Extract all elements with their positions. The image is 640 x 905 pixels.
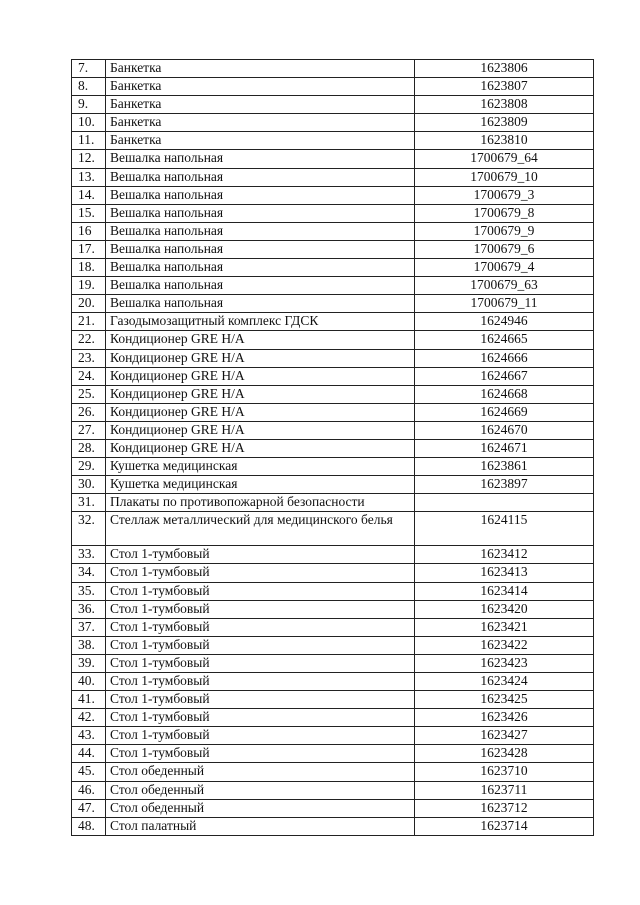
table-row: [72, 476, 594, 494]
inventory-code-cell: 1623806: [415, 60, 594, 78]
row-number-cell: 45.: [72, 763, 106, 781]
table-row: [72, 494, 594, 512]
row-number-cell: 43.: [72, 727, 106, 745]
inventory-code-cell: 1700679_11: [415, 295, 594, 313]
inventory-code-cell: 1623810: [415, 132, 594, 150]
table-row: [72, 691, 594, 709]
row-number-cell: 46.: [72, 781, 106, 799]
inventory-code-cell: 1623807: [415, 78, 594, 96]
item-name-cell: Кондиционер GRE H/A: [106, 403, 415, 421]
inventory-code-cell: 1624946: [415, 313, 594, 331]
row-number-cell: 32.: [72, 512, 106, 546]
inventory-code-cell: 1700679_64: [415, 150, 594, 168]
item-name-cell: Кондиционер GRE H/A: [106, 349, 415, 367]
item-name-cell: Кондиционер GRE H/A: [106, 385, 415, 403]
inventory-code-cell: 1700679_9: [415, 222, 594, 240]
item-name-cell: Кушетка медицинская: [106, 476, 415, 494]
row-number-cell: 14.: [72, 186, 106, 204]
row-number-cell: 29.: [72, 458, 106, 476]
inventory-code-cell: 1623413: [415, 564, 594, 582]
inventory-code-cell: 1623424: [415, 673, 594, 691]
table-row: [72, 564, 594, 582]
inventory-code-cell: 1700679_3: [415, 186, 594, 204]
row-number-cell: 17.: [72, 240, 106, 258]
inventory-table-body: [72, 60, 594, 836]
inventory-code-cell: 1624666: [415, 349, 594, 367]
item-name-cell: Кондиционер GRE H/A: [106, 331, 415, 349]
item-name-cell: Кушетка медицинская: [106, 458, 415, 476]
row-number-cell: 23.: [72, 349, 106, 367]
row-number-cell: 19.: [72, 277, 106, 295]
row-number-cell: 48.: [72, 817, 106, 835]
inventory-code-cell: 1623420: [415, 600, 594, 618]
item-name-cell: Банкетка: [106, 78, 415, 96]
table-row: [72, 600, 594, 618]
item-name-cell: Вешалка напольная: [106, 186, 415, 204]
table-row: [72, 745, 594, 763]
table-row: [72, 295, 594, 313]
item-name-cell: Стол палатный: [106, 817, 415, 835]
inventory-code-cell: 1623427: [415, 727, 594, 745]
table-row: [72, 222, 594, 240]
inventory-code-cell: 1624115: [415, 512, 594, 546]
row-number-cell: 9.: [72, 96, 106, 114]
row-number-cell: 34.: [72, 564, 106, 582]
item-name-cell: Банкетка: [106, 132, 415, 150]
row-number-cell: 24.: [72, 367, 106, 385]
row-number-cell: 27.: [72, 421, 106, 439]
inventory-code-cell: 1700679_4: [415, 259, 594, 277]
item-name-cell: Вешалка напольная: [106, 204, 415, 222]
item-name-cell: Вешалка напольная: [106, 240, 415, 258]
item-name-cell: Банкетка: [106, 114, 415, 132]
table-row: [72, 582, 594, 600]
inventory-code-cell: 1700679_6: [415, 240, 594, 258]
inventory-code-cell: 1624670: [415, 421, 594, 439]
table-row: [72, 636, 594, 654]
inventory-table: [71, 59, 594, 836]
table-row: [72, 421, 594, 439]
table-row: [72, 186, 594, 204]
inventory-code-cell: 1623414: [415, 582, 594, 600]
inventory-code-cell: 1624665: [415, 331, 594, 349]
inventory-code-cell: 1623428: [415, 745, 594, 763]
inventory-code-cell: [415, 494, 594, 512]
table-row: [72, 259, 594, 277]
table-row: [72, 781, 594, 799]
inventory-code-cell: 1623808: [415, 96, 594, 114]
inventory-code-cell: 1623423: [415, 654, 594, 672]
inventory-code-cell: 1624671: [415, 439, 594, 457]
table-row: [72, 618, 594, 636]
row-number-cell: 21.: [72, 313, 106, 331]
item-name-cell: Стол обеденный: [106, 781, 415, 799]
inventory-code-cell: 1700679_8: [415, 204, 594, 222]
inventory-code-cell: 1700679_63: [415, 277, 594, 295]
item-name-cell: Стол 1-тумбовый: [106, 654, 415, 672]
table-row: [72, 96, 594, 114]
item-name-cell: Кондиционер GRE H/A: [106, 421, 415, 439]
item-name-cell: Стол 1-тумбовый: [106, 564, 415, 582]
inventory-code-cell: 1624667: [415, 367, 594, 385]
table-row: [72, 439, 594, 457]
inventory-code-cell: 1623421: [415, 618, 594, 636]
table-row: [72, 727, 594, 745]
item-name-cell: Банкетка: [106, 96, 415, 114]
item-name-cell: Стол 1-тумбовый: [106, 618, 415, 636]
inventory-code-cell: 1623426: [415, 709, 594, 727]
table-row: [72, 78, 594, 96]
inventory-code-cell: 1623422: [415, 636, 594, 654]
inventory-code-cell: 1623714: [415, 817, 594, 835]
row-number-cell: 7.: [72, 60, 106, 78]
item-name-cell: Газодымозащитный комплекс ГДСК: [106, 313, 415, 331]
inventory-code-cell: 1623425: [415, 691, 594, 709]
table-row: [72, 168, 594, 186]
table-row: [72, 114, 594, 132]
item-name-cell: Стол 1-тумбовый: [106, 546, 415, 564]
item-name-cell: Кондиционер GRE H/A: [106, 367, 415, 385]
row-number-cell: 25.: [72, 385, 106, 403]
item-name-cell: Стол 1-тумбовый: [106, 727, 415, 745]
item-name-cell: Стол 1-тумбовый: [106, 636, 415, 654]
row-number-cell: 8.: [72, 78, 106, 96]
row-number-cell: 16: [72, 222, 106, 240]
table-row: [72, 709, 594, 727]
item-name-cell: Вешалка напольная: [106, 150, 415, 168]
table-row: [72, 654, 594, 672]
item-name-cell: Вешалка напольная: [106, 259, 415, 277]
table-row: [72, 240, 594, 258]
table-row: [72, 385, 594, 403]
item-name-cell: Вешалка напольная: [106, 277, 415, 295]
row-number-cell: 35.: [72, 582, 106, 600]
item-name-cell: Вешалка напольная: [106, 222, 415, 240]
row-number-cell: 42.: [72, 709, 106, 727]
inventory-code-cell: 1623861: [415, 458, 594, 476]
table-row: [72, 673, 594, 691]
inventory-code-cell: 1623710: [415, 763, 594, 781]
item-name-cell: Стол 1-тумбовый: [106, 673, 415, 691]
table-row: [72, 349, 594, 367]
item-name-cell: Банкетка: [106, 60, 415, 78]
inventory-code-cell: 1624668: [415, 385, 594, 403]
row-number-cell: 20.: [72, 295, 106, 313]
table-row: [72, 204, 594, 222]
inventory-code-cell: 1623712: [415, 799, 594, 817]
row-number-cell: 36.: [72, 600, 106, 618]
row-number-cell: 26.: [72, 403, 106, 421]
item-name-cell: Стол обеденный: [106, 799, 415, 817]
item-name-cell: Стол 1-тумбовый: [106, 582, 415, 600]
item-name-cell: Стол 1-тумбовый: [106, 709, 415, 727]
row-number-cell: 41.: [72, 691, 106, 709]
table-row: [72, 817, 594, 835]
row-number-cell: 12.: [72, 150, 106, 168]
row-number-cell: 40.: [72, 673, 106, 691]
row-number-cell: 31.: [72, 494, 106, 512]
table-row: [72, 458, 594, 476]
row-number-cell: 30.: [72, 476, 106, 494]
row-number-cell: 47.: [72, 799, 106, 817]
row-number-cell: 33.: [72, 546, 106, 564]
table-row: [72, 150, 594, 168]
inventory-code-cell: 1624669: [415, 403, 594, 421]
item-name-cell: Вешалка напольная: [106, 295, 415, 313]
item-name-cell: Кондиционер GRE H/A: [106, 439, 415, 457]
row-number-cell: 11.: [72, 132, 106, 150]
row-number-cell: 38.: [72, 636, 106, 654]
row-number-cell: 13.: [72, 168, 106, 186]
table-row: [72, 546, 594, 564]
item-name-cell: Стол обеденный: [106, 763, 415, 781]
table-row: [72, 132, 594, 150]
row-number-cell: 28.: [72, 439, 106, 457]
item-name-cell: Плакаты по противопожарной безопасности: [106, 494, 415, 512]
inventory-code-cell: 1700679_10: [415, 168, 594, 186]
table-row: [72, 512, 594, 546]
table-row: [72, 277, 594, 295]
row-number-cell: 18.: [72, 259, 106, 277]
table-row: [72, 331, 594, 349]
row-number-cell: 39.: [72, 654, 106, 672]
item-name-cell: Стол 1-тумбовый: [106, 745, 415, 763]
inventory-code-cell: 1623711: [415, 781, 594, 799]
item-name-cell: Стол 1-тумбовый: [106, 691, 415, 709]
inventory-code-cell: 1623897: [415, 476, 594, 494]
table-row: [72, 799, 594, 817]
table-row: [72, 313, 594, 331]
table-row: [72, 60, 594, 78]
document-page: [71, 59, 594, 836]
item-name-cell: Вешалка напольная: [106, 168, 415, 186]
row-number-cell: 22.: [72, 331, 106, 349]
table-row: [72, 367, 594, 385]
inventory-code-cell: 1623412: [415, 546, 594, 564]
row-number-cell: 15.: [72, 204, 106, 222]
item-name-cell: Стол 1-тумбовый: [106, 600, 415, 618]
row-number-cell: 44.: [72, 745, 106, 763]
inventory-code-cell: 1623809: [415, 114, 594, 132]
row-number-cell: 37.: [72, 618, 106, 636]
row-number-cell: 10.: [72, 114, 106, 132]
item-name-cell: Стеллаж металлический для медицинского белья: [106, 512, 415, 546]
table-row: [72, 763, 594, 781]
table-row: [72, 403, 594, 421]
